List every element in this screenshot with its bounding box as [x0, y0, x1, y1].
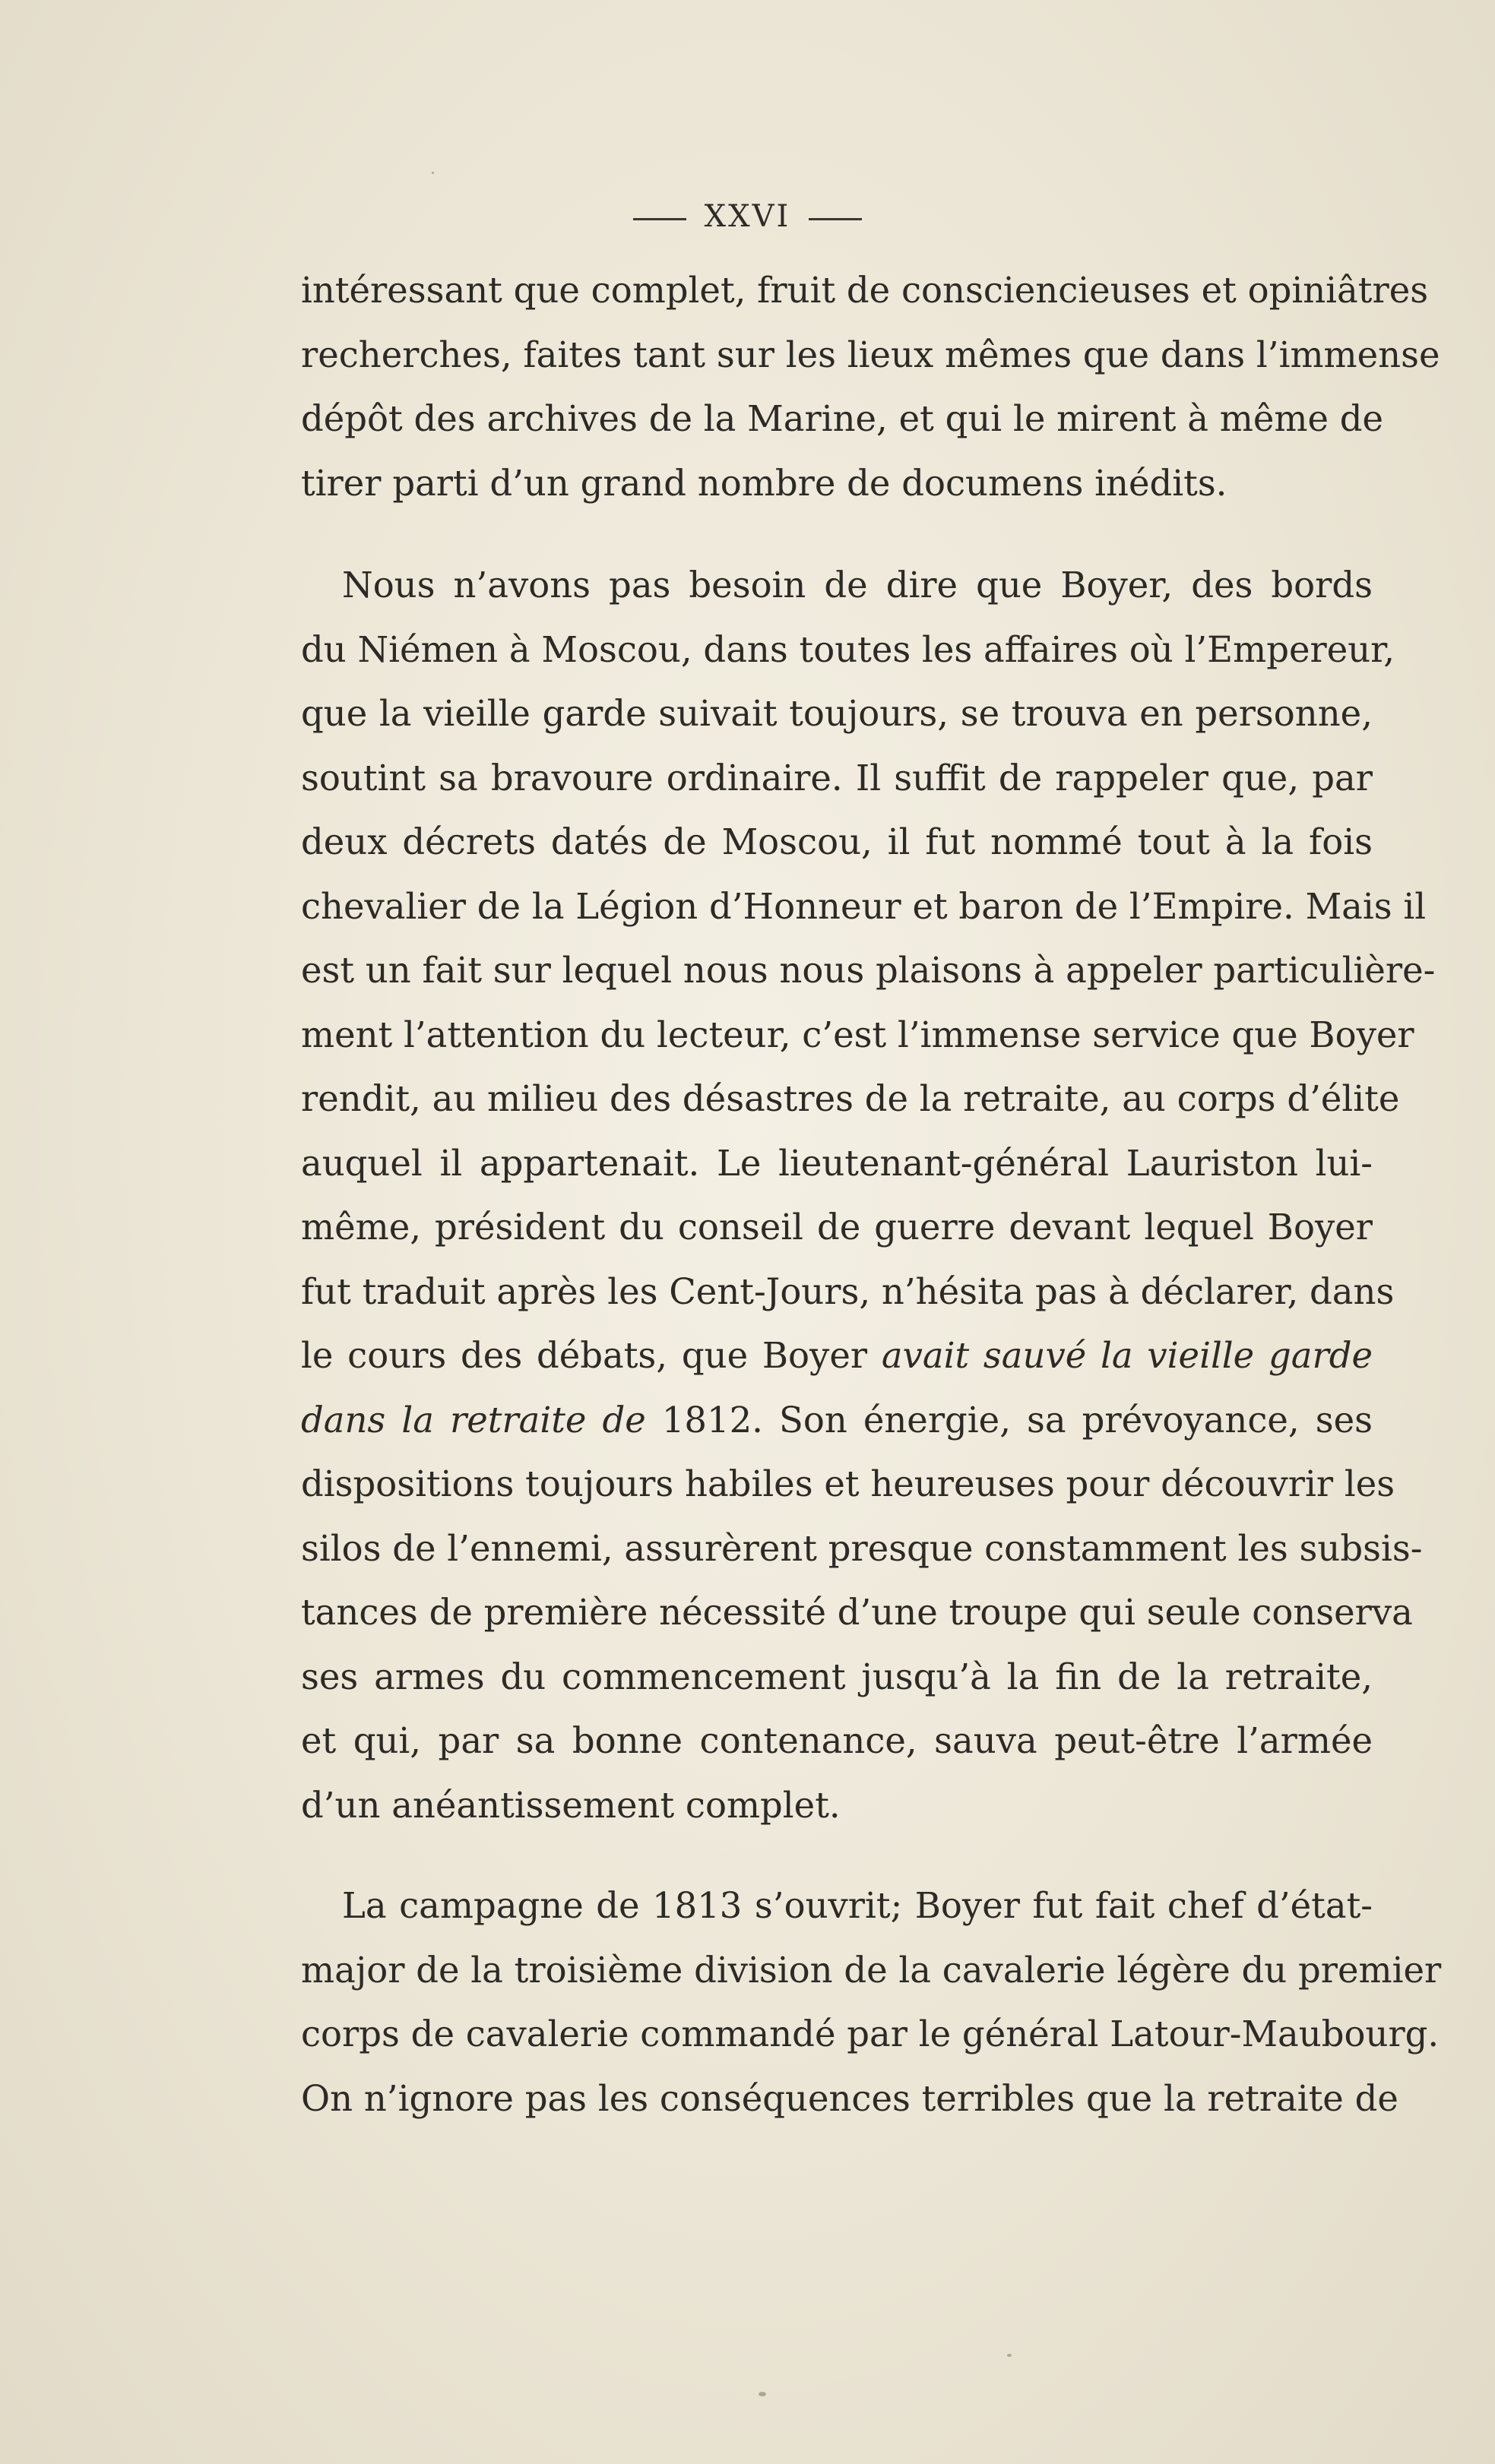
text-line: que la vieille garde suivait toujours, se trouva en personne, [301, 693, 1373, 734]
text-line: tances de première nécessité d’une troupe qui seule conserva [301, 1592, 1413, 1633]
text-line: ses armes du commencement jusqu’à la fin de la retraite, [301, 1656, 1373, 1697]
paragraph-1 [301, 258, 1440, 515]
text-line: ment l’attention du lecteur, c’est l’immense service que Boyer [301, 1014, 1414, 1055]
paper-speck [1007, 2354, 1012, 2357]
text-line-with-italic [301, 1388, 1373, 1453]
text-line: même, président du conseil de guerre devant lequel Boyer [301, 1207, 1373, 1248]
text-line: du Niémen à Moscou, dans toutes les affaires où l’Empereur, [301, 628, 1395, 670]
text-line: major de la troisième division de la cavalerie légère du premier [301, 1949, 1442, 1991]
text-line: et qui, par sa bonne contenance, sauva peut-être l’armée [301, 1720, 1373, 1761]
text-line: tirer parti d’un grand nombre de documens inédits. [301, 462, 1227, 504]
body-text [301, 258, 1442, 2130]
text-line: recherches, faites tant sur les lieux mêmes que dans l’immense [301, 334, 1440, 375]
text-line: fut traduit après les Cent-Jours, n’hésita pas à déclarer, dans [301, 1270, 1395, 1312]
text-line: On n’ignore pas les conséquences terribles que la retraite de [301, 2077, 1398, 2119]
header-dash-left [633, 218, 686, 220]
page-number: XXVI [704, 199, 791, 234]
text-line: Nous n’avons pas besoin de dire que Boyer, des bords [342, 565, 1373, 606]
paragraph-gap [301, 515, 1373, 553]
text-line: auquel il appartenait. Le lieutenant-général Lauriston lui- [301, 1142, 1373, 1184]
text-line: dépôt des archives de la Marine, et qui le mirent à même de [301, 398, 1384, 439]
text-line: La campagne de 1813 s’ouvrit; Boyer fut fait chef d’état- [342, 1885, 1373, 1926]
text-span: le cours des débats, que Boyer [301, 1335, 882, 1376]
italic-quote: avait sauvé la vieille garde [881, 1335, 1373, 1376]
text-line: chevalier de la Légion d’Honneur et baron de l’Empire. Mais il [301, 885, 1427, 927]
text-line: silos de l’ennemi, assurèrent presque constamment les subsis- [301, 1527, 1423, 1569]
text-line: d’un anéantissement complet. [301, 1784, 841, 1826]
text-line: soutint sa bravoure ordinaire. Il suffit de rappeler que, par [301, 757, 1373, 799]
paragraph-gap [301, 1837, 1373, 1874]
text-line: dispositions toujours habiles et heureuses pour découvrir les [301, 1463, 1395, 1504]
text-line-with-italic [301, 1324, 1373, 1388]
header-dash-right [809, 218, 862, 220]
text-line: rendit, au milieu des désastres de la retraite, au corps d’élite [301, 1078, 1400, 1119]
text-line: corps de cavalerie commandé par le général Latour-Maubourg. [301, 2013, 1440, 2054]
text-line: intéressant que complet, fruit de consciencieuses et opiniâtres [301, 270, 1429, 311]
paper-speck [432, 172, 434, 174]
text-line: deux décrets datés de Moscou, il fut nommé tout à la fois [301, 821, 1373, 862]
paragraph-2 [301, 553, 1436, 1837]
text-span: 1812. Son énergie, sa prévoyance, ses [645, 1399, 1373, 1441]
page-header [0, 199, 1495, 234]
paragraph-3 [301, 1874, 1442, 2130]
paper-speck [759, 2392, 766, 2396]
italic-quote: dans la retraite de [301, 1399, 646, 1441]
text-line: est un fait sur lequel nous nous plaisons à appeler particulière- [301, 950, 1436, 991]
